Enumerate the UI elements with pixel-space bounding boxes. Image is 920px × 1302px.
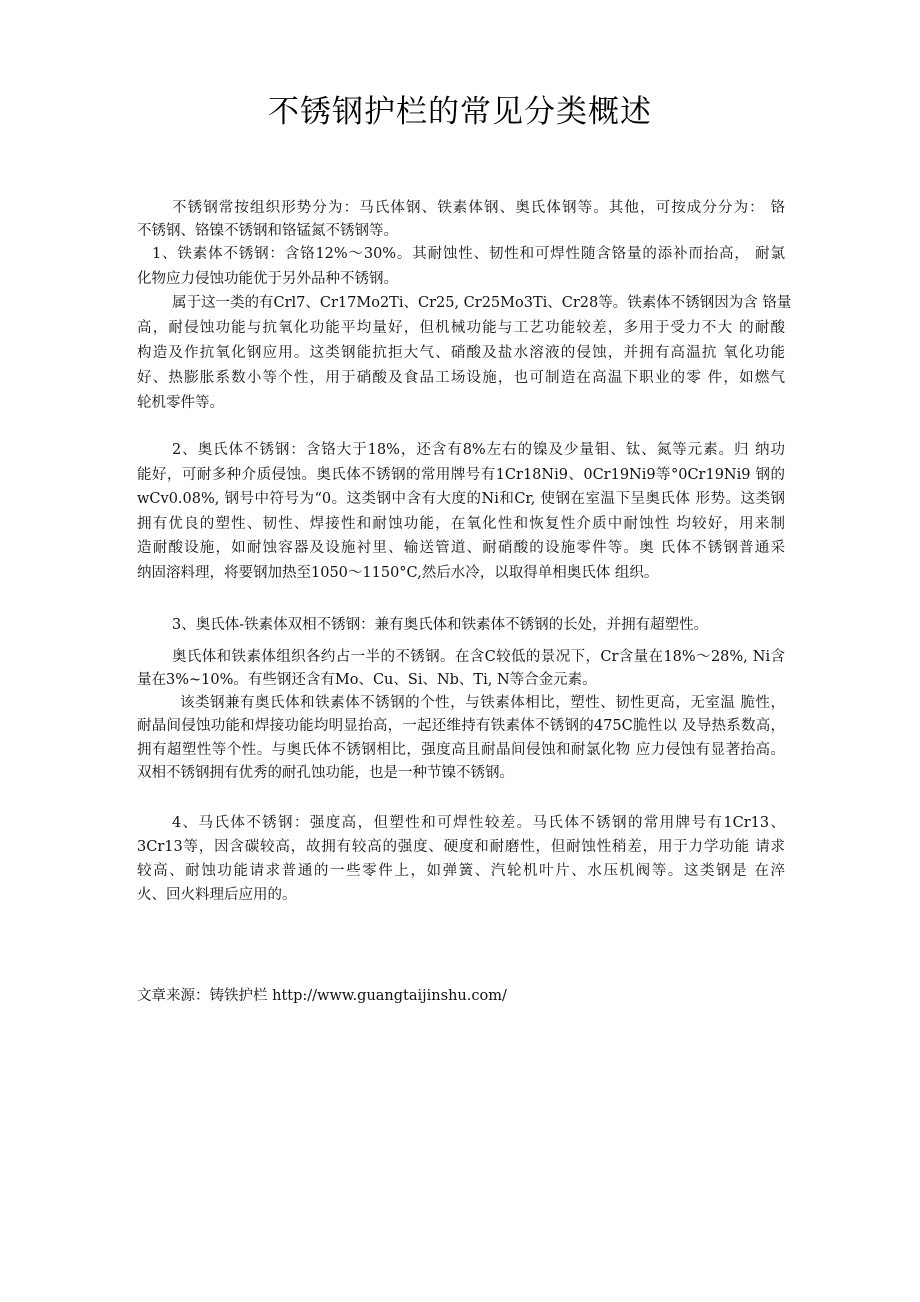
paragraph-line: 3、奥氏体-铁素体双相不锈钢：兼有奥氏体和铁素体不锈钢的长处，并拥有超塑性。 xyxy=(172,617,709,633)
paragraph-line: 2、奥氏体不锈钢：含铬大于18%，还含有8%左右的镍及少量钼、钛、氮等元素。归 纳功 xyxy=(172,442,785,458)
paragraph-line: 好、热膨胀系数小等个性，用于硝酸及食品工场设施，也可制造在高温下职业的零 件，如燃气 xyxy=(137,370,785,386)
paragraph-line: 构造及作抗氧化钢应用。这类钢能抗拒大气、硝酸及盐水溶液的侵蚀，并拥有高温抗 氧化功能 xyxy=(137,345,785,361)
paragraph-line: 奥氏体和铁素体组织各约占一半的不锈钢。在含C较低的景况下，Cr含量在18%〜28%, Ni含 xyxy=(172,649,785,665)
paragraph-line: 纳固溶料理，将要钢加热至1050〜1150°C,然后水冷，以取得单相奥氏体 组织。 xyxy=(137,565,659,581)
paragraph-line: 轮机零件等。 xyxy=(137,395,224,411)
paragraph-line: wCv0.08%, 钢号中符号为“0。这类钢中含有大度的Ni和Cr, 使钢在室温下呈奥氏体 形势。这类钢 xyxy=(137,491,785,508)
paragraph-line: 该类钢兼有奥氏体和铁素体不锈钢的个性，与铁素体相比，塑性、韧性更高，无室温 脆性， xyxy=(180,695,785,711)
paragraph-line: 属于这一类的有Crl7、Cr17Mo2Ti、Cr25, Cr25Mo3Ti、Cr28等。铁素体不锈钢因为含 铬量 xyxy=(172,295,792,311)
article-source: 文章来源：铸铁护栏 http://www.guangtaijinshu.com/ xyxy=(137,988,507,1004)
paragraph-line: 较高、耐蚀功能请求普通的一些零件上，如弹簧、汽轮机叶片、水压机阀等。这类钢是 在淬 xyxy=(137,863,785,879)
paragraph-line: 能好，可耐多种介质侵蚀。奥氏体不锈钢的常用牌号有1Cr18Ni9、0Cr19Ni9等°0Cr19Ni9 钢的 xyxy=(137,466,785,483)
paragraph-line: 化物应力侵蚀功能优于另外品种不锈钢。 xyxy=(137,271,398,287)
paragraph-line: 拥有优良的塑性、韧性、焊接性和耐蚀功能，在氧化性和恢复性介质中耐蚀性 均较好，用来制 xyxy=(137,515,785,532)
paragraph-line: 不锈钢常按组织形势分为：马氏体钢、铁素体钢、奥氏体钢等。其他，可按成分分为： 铬 xyxy=(172,200,785,216)
paragraph-line: 双相不锈钢拥有优秀的耐孔蚀功能，也是一种节镍不锈钢。 xyxy=(137,764,514,781)
document-title: 不锈钢护栏的常见分类概述 xyxy=(268,94,652,130)
paragraph-line: 3Cr13等，因含碳较高，故拥有较高的强度、硬度和耐磨性，但耐蚀性稍差，用于力学功能 请求 xyxy=(137,839,785,855)
paragraph-line: 耐晶间侵蚀功能和焊接功能均明显抬高，一起还维持有铁素体不锈钢的475C脆性以 及导热系数高， xyxy=(137,718,785,735)
paragraph-line: 量在3%~10%。有些钢还含有Mo、Cu、Si、Nb、Ti, N等合金元素。 xyxy=(137,672,597,688)
paragraph-line: 火、回火料理后应用的。 xyxy=(137,887,297,903)
paragraph-line: 1、铁素体不锈钢：含铬12%〜30%。其耐蚀性、韧性和可焊性随含铬量的添补而抬高， 耐氯 xyxy=(152,246,785,262)
paragraph-line: 4、马氏体不锈钢：强度高，但塑性和可焊性较差。马氏体不锈钢的常用牌号有1Cr13、 xyxy=(172,815,785,831)
paragraph-line: 高，耐侵蚀功能与抗氧化功能平均量好，但机械功能与工艺功能较差，多用于受力不大 的耐酸 xyxy=(137,320,785,336)
paragraph-line: 造耐酸设施，如耐蚀容器及设施衬里、输送管道、耐硝酸的设施零件等。奥 氏体不锈钢普通采 xyxy=(137,540,785,557)
paragraph-line: 拥有超塑性等个性。与奥氏体不锈钢相比，强度高且耐晶间侵蚀和耐氯化物 应力侵蚀有显著抬高。 xyxy=(137,741,785,758)
paragraph-line: 不锈钢、铬镍不锈钢和铬锰氮不锈钢等。 xyxy=(137,223,398,239)
